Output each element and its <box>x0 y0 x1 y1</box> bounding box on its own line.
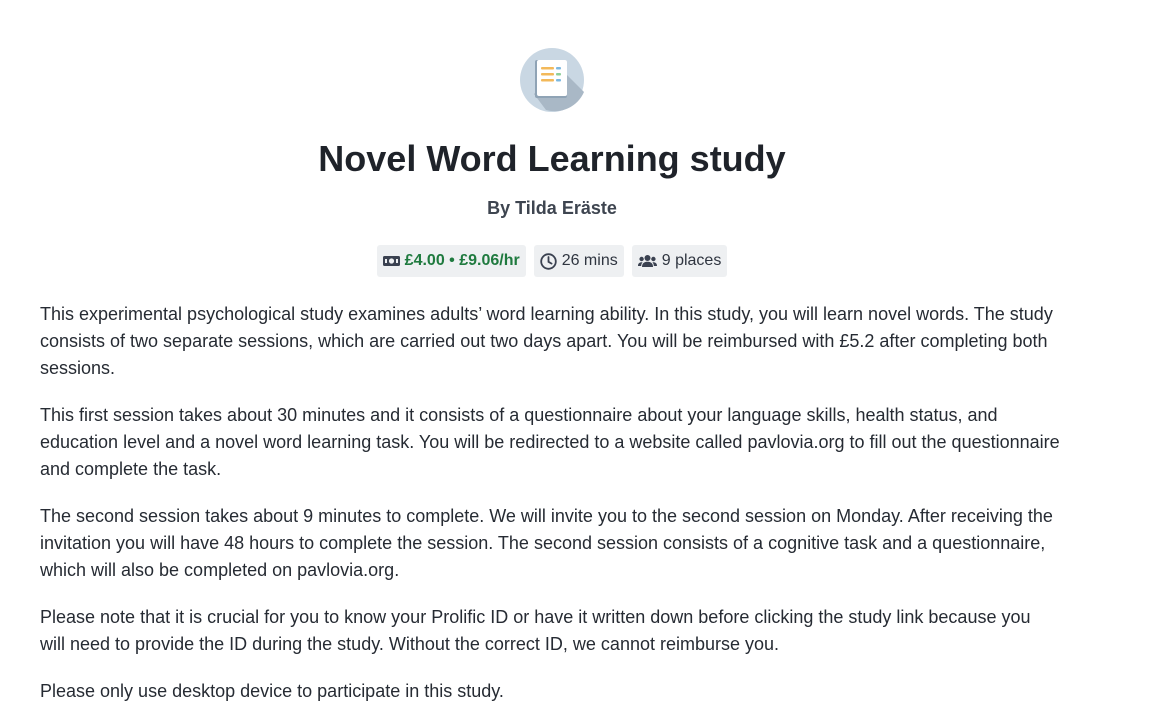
reward-pill <box>377 245 526 277</box>
study-info-pills <box>0 245 1104 277</box>
description-paragraph: Please note that it is crucial for you to know your Prolific ID or have it written down before clicking the study link because you will need to provide the ID during the study. Without the correct ID, we cannot reimburse you. <box>40 607 1031 654</box>
reward-text: £4.00 • £9.06/hr <box>404 252 520 269</box>
places-text: 9 places <box>661 252 722 269</box>
researcher-byline: By Tilda Eräste <box>487 198 617 218</box>
study-description <box>40 301 1060 725</box>
cash-icon <box>383 255 400 267</box>
document-icon <box>520 48 584 112</box>
study-title: Novel Word Learning study <box>318 138 786 179</box>
description-paragraph: This first session takes about 30 minutes and it consists of a questionnaire about your language skills, health status, and education level and a novel word learning task. You will be redirected to a website called pavlovia.org to fill out the questionnaire and complete the task. <box>40 405 1060 479</box>
description-paragraph: Please only use desktop device to participate in this study. <box>40 681 504 701</box>
duration-text: 26 mins <box>561 252 618 269</box>
places-pill <box>632 245 728 277</box>
users-icon <box>638 254 657 268</box>
clock-icon <box>540 253 557 270</box>
duration-pill <box>534 245 624 277</box>
description-paragraph: This experimental psychological study examines adults’ word learning ability. In this study, you will learn novel words. The study consists of two separate sessions, which are carried out two days apart. You will be reimbursed with £5.2 after completing both sessions. <box>40 304 1053 378</box>
description-paragraph: The second session takes about 9 minutes to complete. We will invite you to the second session on Monday. After receiving the invitation you will have 48 hours to complete the session. The second session consists of a cognitive task and a questionnaire, which will also be completed on pavlovia.org. <box>40 506 1053 580</box>
